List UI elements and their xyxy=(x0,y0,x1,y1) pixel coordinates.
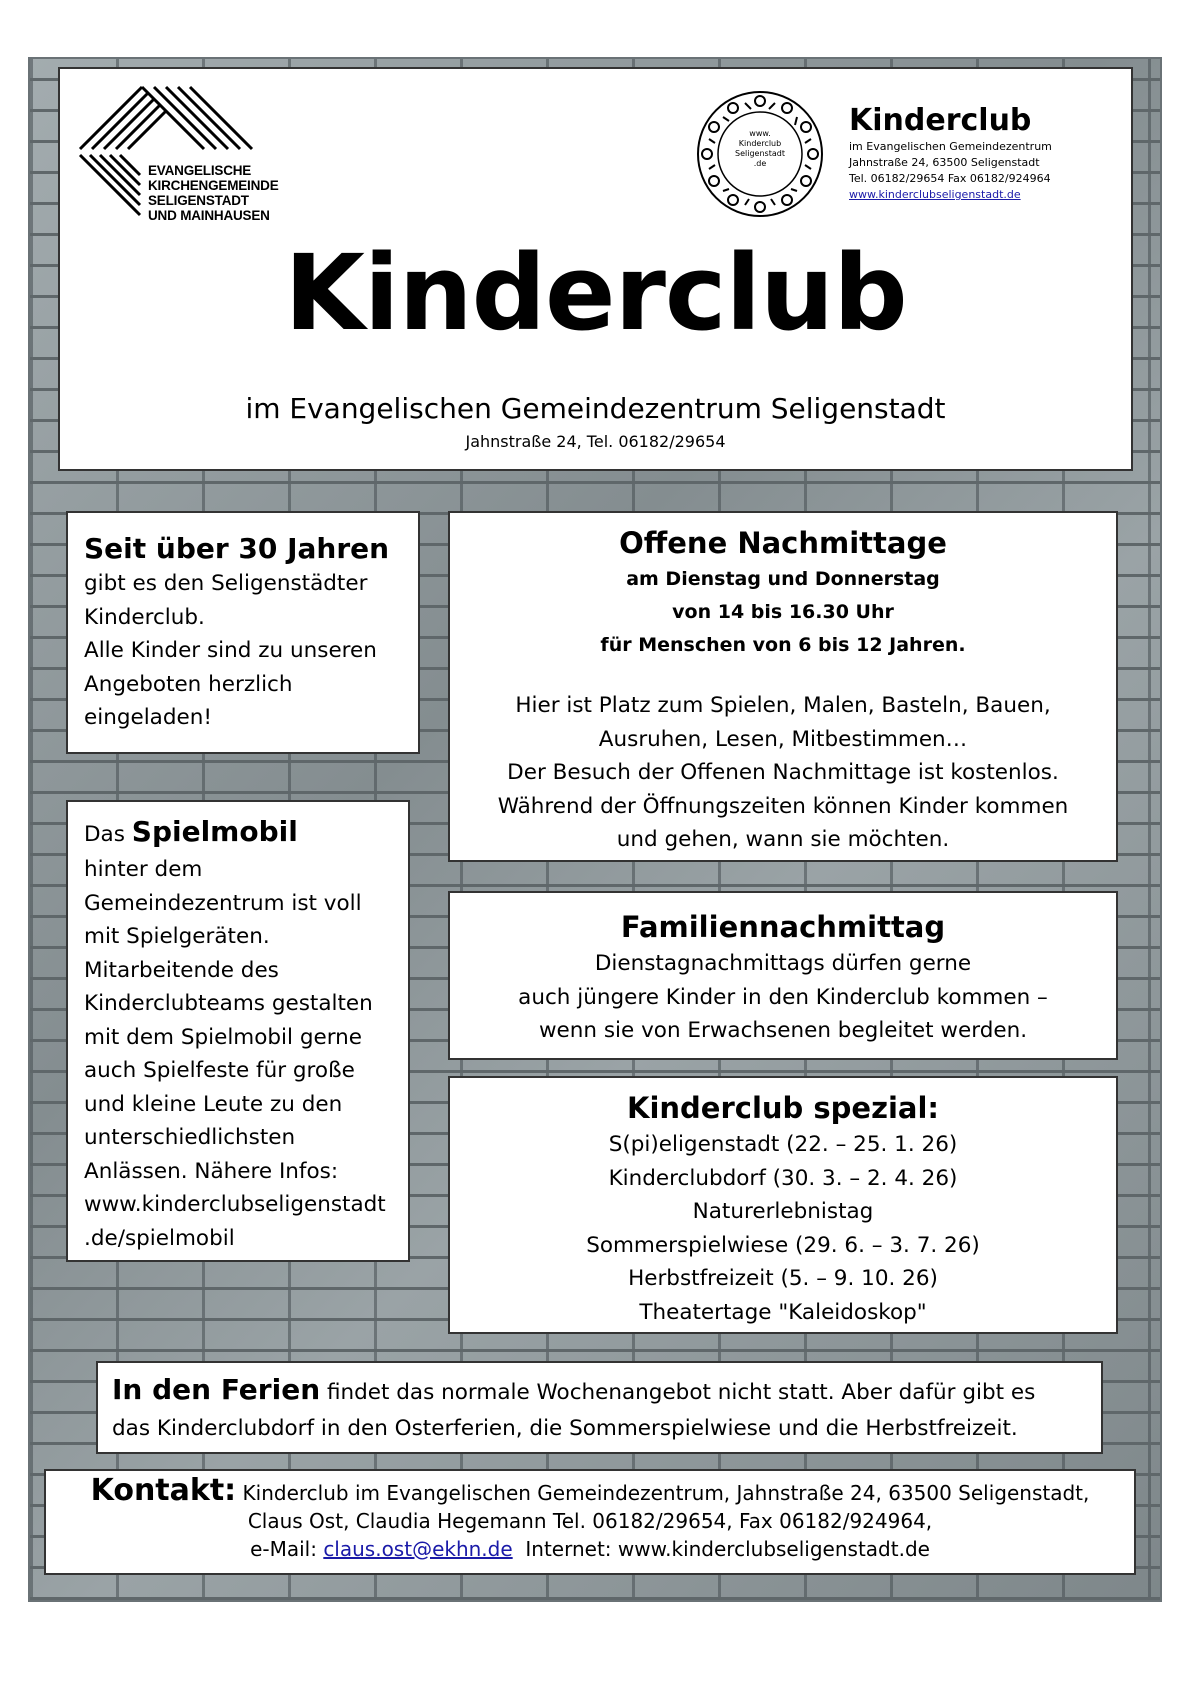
spielmobil-line: Kinderclubteams gestalten xyxy=(84,991,373,1016)
offene-line: Ausruhen, Lesen, Mitbestimmen… xyxy=(598,726,968,752)
spezial-heading: Kinderclub spezial: xyxy=(626,1091,940,1125)
seit-line: gibt es den Seligenstädter xyxy=(84,571,368,596)
page-subtitle: im Evangelischen Gemeindezentrum Seligenstadt xyxy=(245,392,946,425)
spielmobil-line: Gemeindezentrum ist voll xyxy=(84,890,362,916)
familie-line: Dienstagnachmittags dürfen gerne xyxy=(594,951,972,976)
header-box xyxy=(58,67,1133,471)
kinderclub-spezial-box xyxy=(448,1076,1118,1334)
club-info-line: im Evangelischen Gemeindezentrum xyxy=(849,140,1052,153)
offene-line: Der Besuch der Offenen Nachmittage ist kostenlos. xyxy=(507,760,1059,785)
seit-box xyxy=(66,511,420,754)
spielmobil-lead xyxy=(84,814,400,853)
spielmobil-text xyxy=(84,853,400,1255)
offene-heading: Offene Nachmittage xyxy=(619,526,947,560)
familie-heading: Familiennachmittag xyxy=(620,910,946,944)
logo-line: KIRCHENGEMEINDE xyxy=(148,178,279,193)
familie-line: auch jüngere Kinder in den Kinderclub kommen – xyxy=(518,984,1048,1010)
seit-heading: Seit über 30 Jahren xyxy=(84,532,390,565)
spielmobil-line: .de/spielmobil xyxy=(84,1225,235,1251)
offene-text xyxy=(450,689,1116,857)
offene-subline: von 14 bis 16.30 Uhr xyxy=(672,601,894,623)
offene-subline: am Dienstag und Donnerstag xyxy=(626,568,940,590)
spielmobil-line: Mitarbeitende des xyxy=(84,957,279,983)
church-logo xyxy=(78,81,279,226)
club-info-line: Jahnstraße 24, 63500 Seligenstadt xyxy=(849,156,1040,169)
familie-text xyxy=(450,947,1116,1048)
offene-line: Hier ist Platz zum Spielen, Malen, Basteln, Bauen, xyxy=(515,693,1051,718)
spielmobil-line: mit Spielgeräten. xyxy=(84,924,270,949)
seal-line: .de xyxy=(753,159,767,168)
spezial-item: Sommerspielwiese (29. 6. – 3. 7. 26) xyxy=(586,1232,980,1258)
spezial-item: Kinderclubdorf (30. 3. – 2. 4. 26) xyxy=(608,1165,958,1191)
spielmobil-box xyxy=(66,800,410,1262)
kontakt-text: Kinderclub im Evangelischen Gemeindezentrum, Jahnstraße 24, 63500 Seligenstadt, xyxy=(236,1481,1090,1505)
familie-line: wenn sie von Erwachsenen begleitet werden. xyxy=(538,1018,1028,1043)
spielmobil-line: auch Spielfeste für große xyxy=(84,1058,355,1083)
logo-line: UND MAINHAUSEN xyxy=(148,208,270,223)
club-info xyxy=(849,103,1129,203)
spezial-item: Naturerlebnistag xyxy=(692,1199,874,1224)
offene-subline: für Menschen von 6 bis 12 Jahren. xyxy=(600,634,966,656)
spielmobil-line: und kleine Leute zu den xyxy=(84,1091,343,1117)
ferien-line2: das Kinderclubdorf in den Osterferien, die Sommerspielwiese und die Herbstfreizeit. xyxy=(112,1416,1018,1441)
offene-line: Während der Öffnungszeiten können Kinder kommen xyxy=(497,793,1069,819)
logo-line: SELIGENSTADT xyxy=(148,193,249,208)
offene-line: und gehen, wann sie möchten. xyxy=(616,827,950,852)
seit-text xyxy=(84,567,404,735)
familiennachmittag-box xyxy=(448,891,1118,1060)
seit-line: Kinderclub. xyxy=(84,604,205,630)
church-logo-text xyxy=(148,163,279,223)
kontakt-mail-label: e-Mail: xyxy=(250,1537,324,1561)
kontakt-internet: Internet: www.kinderclubseligenstadt.de xyxy=(512,1537,930,1561)
club-website-link[interactable]: www.kinderclubseligenstadt.de xyxy=(849,188,1021,201)
ferien-box xyxy=(96,1361,1103,1454)
kontakt-line1 xyxy=(46,1473,1134,1508)
kontakt-email-link[interactable]: claus.ost@ekhn.de xyxy=(323,1537,513,1561)
spielmobil-line: www.kinderclubseligenstadt xyxy=(84,1192,386,1217)
seal-line: www. xyxy=(749,129,771,138)
kontakt-heading: Kontakt: xyxy=(90,1473,237,1508)
spezial-item: Herbstfreizeit (5. – 9. 10. 26) xyxy=(628,1266,938,1291)
seit-line: eingeladen! xyxy=(84,705,212,730)
kinderclub-seal xyxy=(695,89,825,219)
ferien-line1 xyxy=(112,1371,1087,1412)
spielmobil-line: mit dem Spielmobil gerne xyxy=(84,1024,363,1050)
logo-line: EVANGELISCHE xyxy=(148,163,252,178)
seit-line: Alle Kinder sind zu unseren xyxy=(84,638,377,663)
ferien-text: findet das normale Wochenangebot nicht statt. Aber dafür gibt es xyxy=(320,1380,1036,1405)
spacer xyxy=(450,662,1116,689)
club-info-title: Kinderclub xyxy=(849,103,1032,138)
kontakt-line2: Claus Ost, Claudia Hegemann Tel. 06182/29654, Fax 06182/924964, xyxy=(247,1509,933,1533)
spezial-item: Theatertage "Kaleidoskop" xyxy=(639,1299,927,1325)
seit-line: Angeboten herzlich xyxy=(84,671,293,697)
spielmobil-heading: Spielmobil xyxy=(131,815,298,848)
page-address: Jahnstraße 24, Tel. 06182/29654 xyxy=(465,432,726,451)
spielmobil-prefix: Das xyxy=(84,822,125,847)
kontakt-line3 xyxy=(46,1535,1134,1563)
ferien-heading: In den Ferien xyxy=(112,1373,321,1406)
seal-line: Seligenstadt xyxy=(735,149,785,158)
club-info-line: Tel. 06182/29654 Fax 06182/924964 xyxy=(849,172,1051,185)
kontakt-box xyxy=(44,1469,1136,1575)
offene-nachmittage-box xyxy=(448,511,1118,862)
spielmobil-line: Anlässen. Nähere Infos: xyxy=(84,1158,339,1184)
seal-line: Kinderclub xyxy=(738,139,782,148)
spielmobil-line: hinter dem xyxy=(84,857,203,882)
spielmobil-line: unterschiedlichsten xyxy=(84,1125,296,1150)
seal-text xyxy=(728,129,792,169)
page-title: Kinderclub xyxy=(284,232,907,354)
spezial-item: S(pi)eligenstadt (22. – 25. 1. 26) xyxy=(608,1132,958,1157)
spezial-list xyxy=(450,1128,1116,1329)
